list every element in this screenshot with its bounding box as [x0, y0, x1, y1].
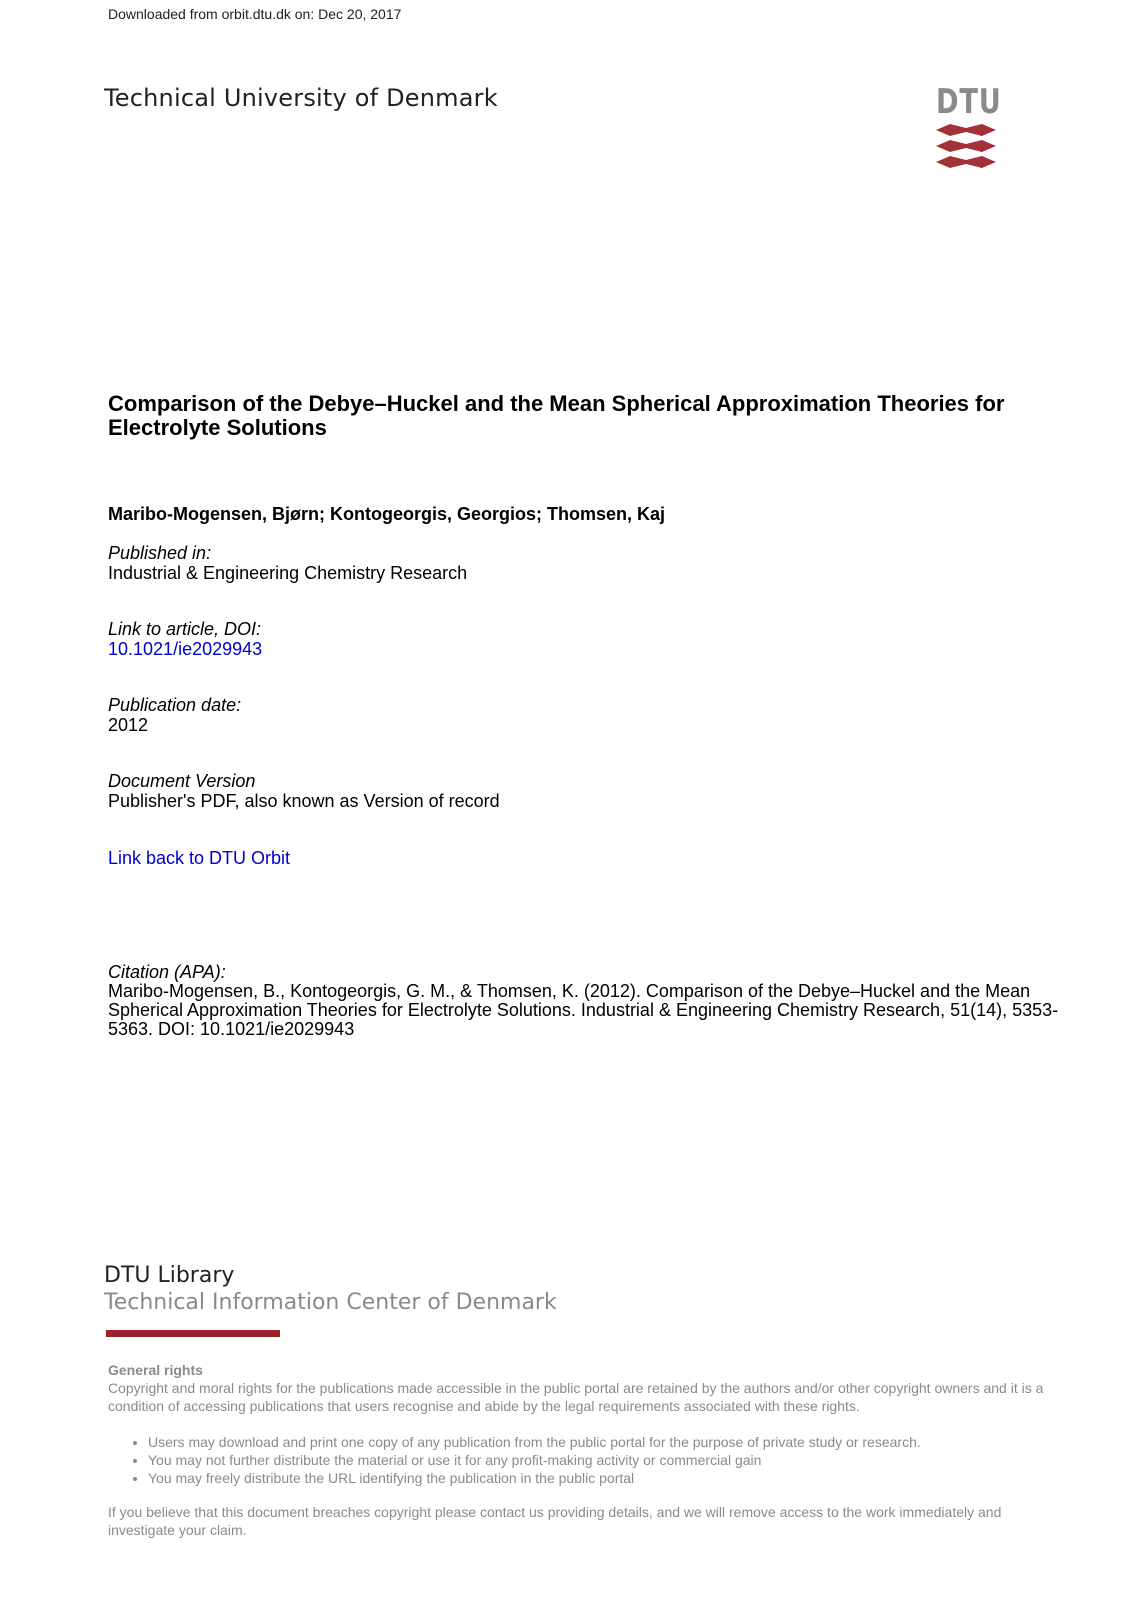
- document-version-value: Publisher's PDF, also known as Version of record: [108, 791, 500, 811]
- dtu-logo-text: DTU: [936, 82, 1002, 122]
- paper-title: Comparison of the Debye–Huckel and the Mean Spherical Approximation Theories for Electrolyte Solutions: [108, 391, 1005, 440]
- library-divider-bar: [106, 1330, 280, 1337]
- general-rights-section: [108, 1361, 1068, 1539]
- published-in-label: Published in:: [108, 543, 212, 563]
- rights-list: [108, 1433, 1068, 1487]
- doi-label: Link to article, DOI:: [108, 619, 262, 639]
- dtu-logo-icon: [936, 122, 996, 170]
- citation-field: [108, 962, 1068, 1039]
- published-in-value: Industrial & Engineering Chemistry Research: [108, 563, 468, 583]
- publication-date-value: 2012: [108, 715, 149, 735]
- publication-date-field: [108, 695, 241, 735]
- publication-date-label: Publication date:: [108, 695, 242, 715]
- dtu-logo: [936, 82, 1002, 170]
- doi-field: [108, 619, 262, 659]
- citation-value: Maribo-Mogensen, B., Kontogeorgis, G. M., & Thomsen, K. (2012). Comparison of the Debye–Huckel and the Mean Spherical Approximation Theories for Electrolyte Solutions. Industrial & Engineering Chemistry Research, 51(14), 5353-5363. DOI: 10.1021/ie2029943: [108, 981, 1059, 1039]
- citation-label: Citation (APA):: [108, 962, 226, 982]
- list-item: • Users may download and print one copy of any publication from the public portal for the purpose of private study or research.: [148, 1433, 1068, 1451]
- general-rights-closing: If you believe that this document breaches copyright please contact us providing details, and we will remove access to the work immediately and investigate your claim.: [108, 1504, 1002, 1538]
- authors: Maribo-Mogensen, Bjørn; Kontogeorgis, Georgios; Thomsen, Kaj: [108, 504, 666, 524]
- download-note: Downloaded from orbit.dtu.dk on: Dec 20, 2017: [108, 6, 402, 22]
- list-item: • You may freely distribute the URL identifying the publication in the public portal: [148, 1469, 1068, 1487]
- university-name: Technical University of Denmark: [104, 84, 498, 112]
- doi-link[interactable]: 10.1021/ie2029943: [108, 639, 263, 659]
- published-in-field: [108, 543, 467, 583]
- general-rights-heading: General rights: [108, 1362, 203, 1378]
- list-item: • You may not further distribute the material or use it for any profit-making activity or commercial gain: [148, 1451, 1068, 1469]
- document-version-field: [108, 771, 500, 811]
- orbit-link[interactable]: Link back to DTU Orbit: [108, 848, 291, 868]
- document-version-label: Document Version: [108, 771, 256, 791]
- library-subtitle: Technical Information Center of Denmark: [104, 1290, 557, 1315]
- general-rights-intro: Copyright and moral rights for the publications made accessible in the public portal are retained by the authors and/or other copyright owners and it is a condition of accessing publications that users recognise and abide by the legal requirements associated with these rights.: [108, 1380, 1044, 1414]
- library-name: DTU Library: [104, 1263, 235, 1288]
